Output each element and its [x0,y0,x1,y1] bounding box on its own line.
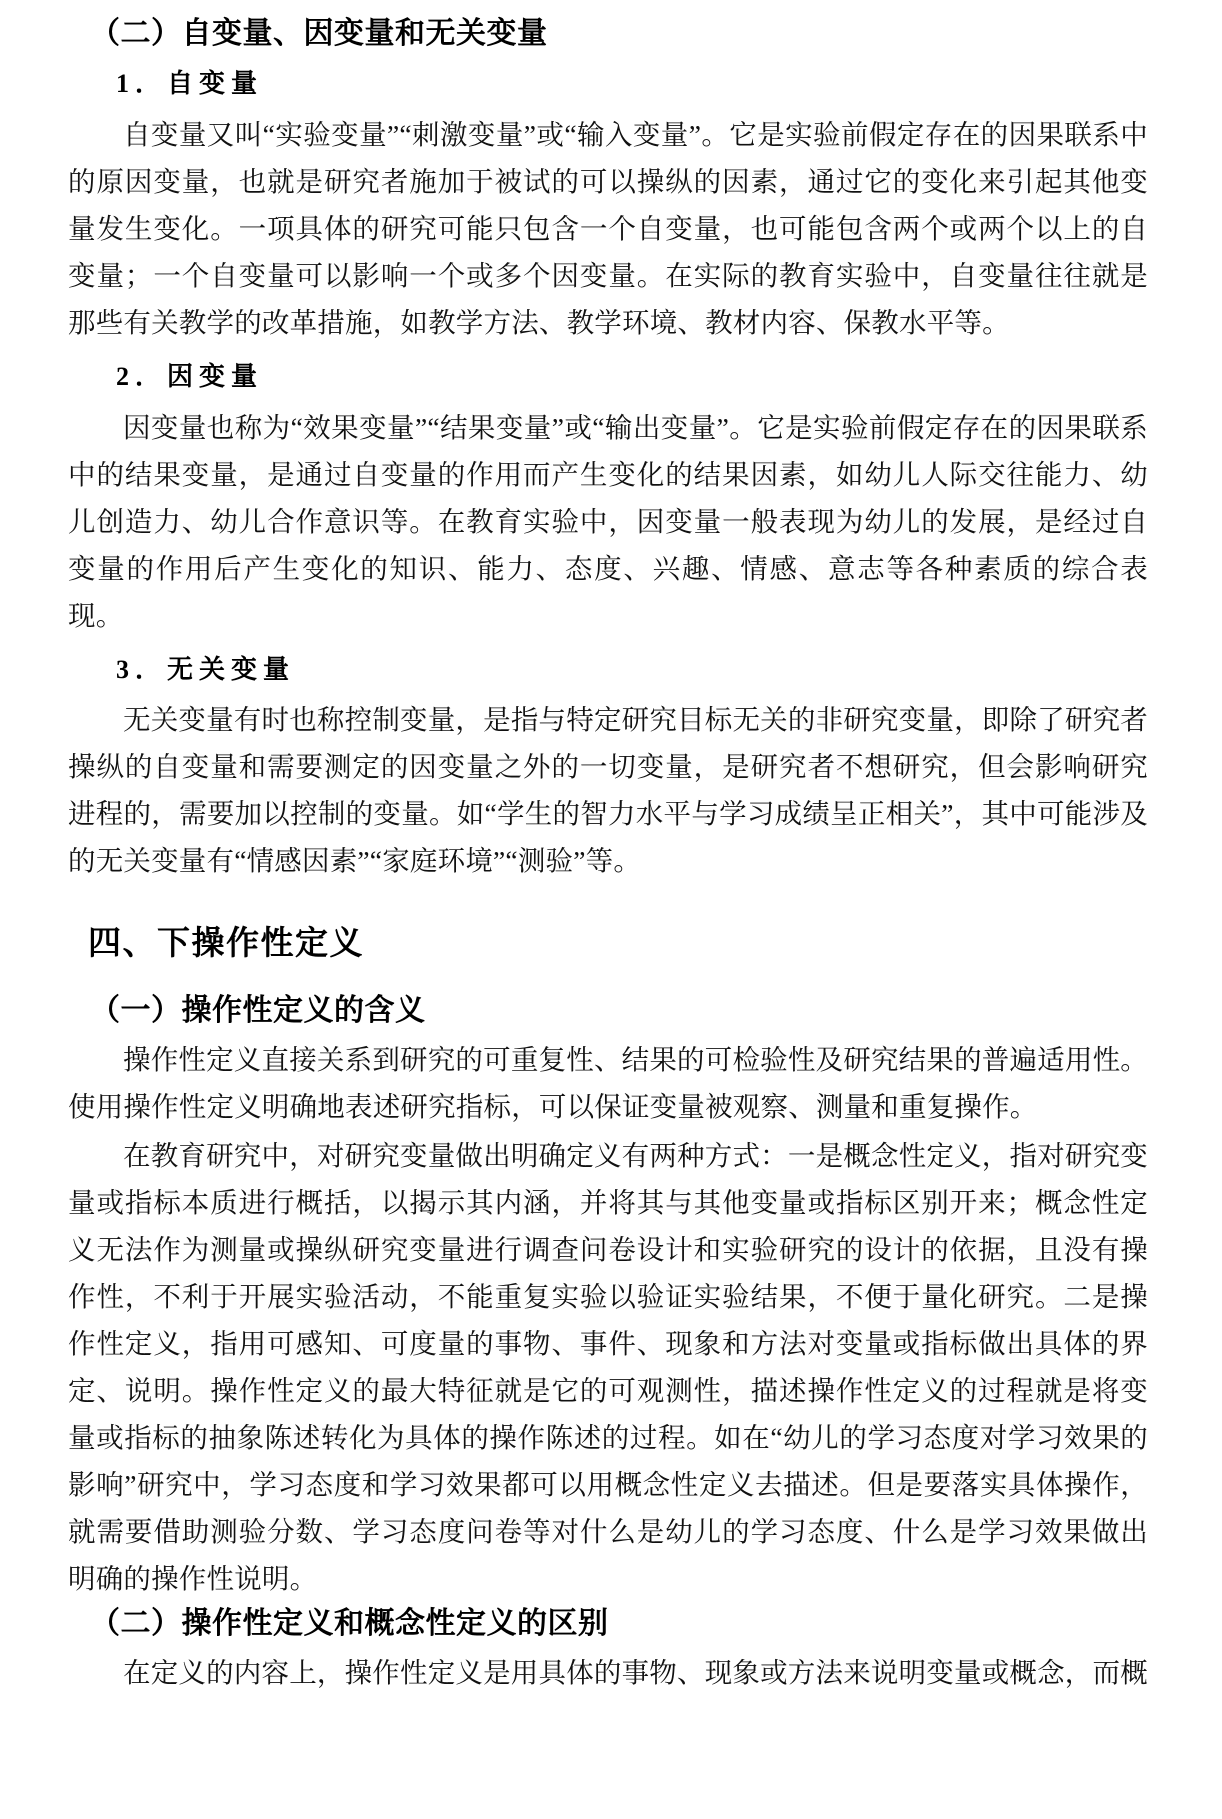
heading-operational-vs-conceptual-definition: （二）操作性定义和概念性定义的区别 [90,1607,609,1641]
heading-variables-section: （二）自变量、因变量和无关变量 [90,17,548,50]
bottom-clipped-paragraph-wrapper [68,1649,1148,1696]
paragraph-dependent-variable: 因变量也称为“效果变量”“结果变量”或“输出变量”。它是实验前假定存在的因果联系中的结果变量，是通过自变量的作用而产生变化的结果因素，如幼儿人际交往能力、幼儿创造力、幼儿合作意识等。在教育实验中，因变量一般表现为幼儿的发展，是经过自变量的作用后产生变化的知识、能力、态度、兴趣、情感、意志等各种素质的综合表现。 [68,411,1148,631]
heading-operational-definition-meaning: （一）操作性定义的含义 [90,994,426,1028]
heading-independent-variable: 1．自变量 [116,69,264,98]
heading-operational-definition-section: 四、下操作性定义 [88,924,364,962]
heading-dependent-variable: 2．因变量 [116,361,264,391]
paragraph-operational-definition-meaning-2: 在教育研究中，对研究变量做出明确定义有两种方式：一是概念性定义，指对研究变量或指标本质进行概括，以揭示其内涵，并将其与其他变量或指标区别开来；概念性定义无法作为测量或操纵研究变量进行调查问卷设计和实验研究的设计的依据，且没有操作性，不利于开展实验活动，不能重复实验以验证实验结果，不便于量化研究。二是操作性定义，指用可感知、可度量的事物、事件、现象和方法对变量或指标做出具体的界定、说明。操作性定义的最大特征就是它的可观测性，描述操作性定义的过程就是将变量或指标的抽象陈述转化为具体的操作陈述的过程。如在“幼儿的学习态度对学习效果的影响”研究中，学习态度和学习效果都可以用概念性定义去描述。但是要落实具体操作，就需要借助测验分数、学习态度问卷等对什么是幼儿的学习态度、什么是学习效果做出明确的操作性说明。 [68,1140,1148,1595]
paragraph-extraneous-variable: 无关变量有时也称控制变量，是指与特定研究目标无关的非研究变量，即除了研究者操纵的自变量和需要测定的因变量之外的一切变量，是研究者不想研究，但会影响研究进程的，需要加以控制的变量。如“学生的智力水平与学习成绩呈正相关”，其中可能涉及的无关变量有“情感因素”“家庭环境”“测验”等。 [68,704,1148,877]
paragraph-independent-variable: 自变量又叫“实验变量”“刺激变量”或“输入变量”。它是实验前假定存在的因果联系中的原因变量，也就是研究者施加于被试的可以操纵的因素，通过它的变化来引起其他变量发生变化。一项具体的研究可能只包含一个自变量，也可能包含两个或两个以上的自变量；一个自变量可以影响一个或多个因变量。在实际的教育实验中，自变量往往就是那些有关教学的改革措施，如教学方法、教学环境、教材内容、保教水平等。 [68,118,1148,338]
paragraph-operational-vs-conceptual-definition-1: 在定义的内容上，操作性定义是用具体的事物、现象或方法来说明变量或概念，而概 [123,1657,1148,1689]
heading-extraneous-variable: 3．无关变量 [116,654,296,684]
paragraph-operational-definition-meaning-1: 操作性定义直接关系到研究的可重复性、结果的可检验性及研究结果的普遍适用性。使用操作性定义明确地表述研究指标，可以保证变量被观察、测量和重复操作。 [68,1044,1148,1123]
